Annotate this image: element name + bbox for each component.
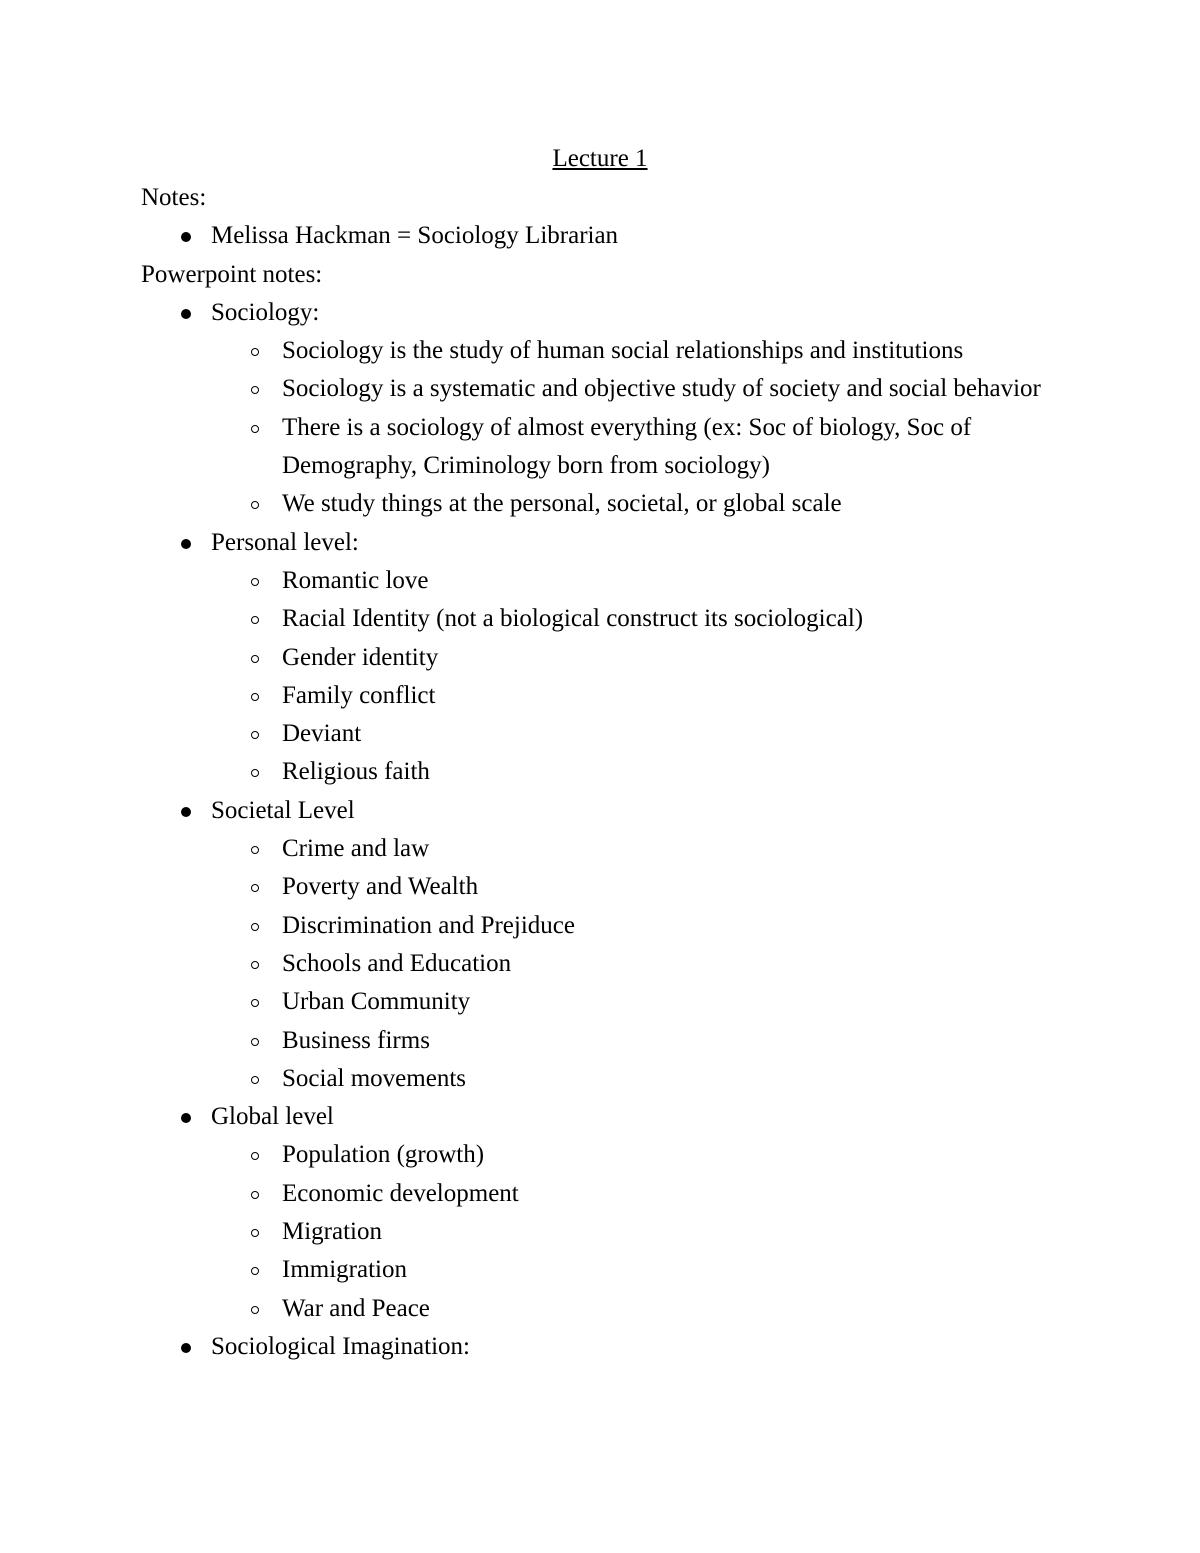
lecture-title: Lecture 1: [552, 145, 648, 172]
list-item: [141, 217, 1101, 255]
hollow-bullet-icon: [251, 884, 259, 892]
sub-list-item-text: Poverty and Wealth: [282, 873, 479, 901]
hollow-bullet-icon: [251, 1229, 259, 1237]
sub-list-item-text: Economic development: [282, 1179, 519, 1207]
notes-content: [141, 179, 1101, 1366]
hollow-bullet-icon: [251, 1152, 259, 1160]
sub-list-item: [211, 677, 1101, 715]
sub-list-item-text: Population (growth): [282, 1141, 485, 1169]
sub-list-item: [211, 370, 1101, 408]
sub-list-item-text: Sociology is a systematic and objective study of society and social behavior: [282, 375, 1041, 403]
hollow-bullet-icon: [251, 425, 259, 433]
sub-list-item: [211, 1022, 1101, 1060]
hollow-bullet-icon: [251, 1038, 259, 1046]
hollow-bullet-icon: [251, 769, 259, 777]
bullet-list: [141, 217, 1101, 255]
sub-list-item-text: Business firms: [282, 1026, 430, 1054]
sub-list-item-text: Urban Community: [282, 988, 471, 1016]
list-item-text: Sociology:: [211, 298, 320, 326]
sub-bullet-list: [211, 562, 1101, 792]
sub-bullet-list: [211, 1136, 1101, 1327]
section-heading: Powerpoint notes:: [141, 260, 323, 288]
sub-list-item-text: Sociology is the study of human social relationships and institutions: [282, 337, 964, 365]
hollow-bullet-icon: [251, 961, 259, 969]
hollow-bullet-icon: [251, 731, 259, 739]
filled-bullet-icon: [181, 309, 191, 319]
sub-list-item: [211, 1213, 1101, 1251]
sub-list-item: [211, 945, 1101, 983]
hollow-bullet-icon: [251, 348, 259, 356]
hollow-bullet-icon: [251, 1076, 259, 1084]
hollow-bullet-icon: [251, 1306, 259, 1314]
sub-list-item: [211, 983, 1101, 1021]
sub-list-item: [211, 1136, 1101, 1174]
sub-bullet-list: [211, 830, 1101, 1098]
sub-list-item-text: Discrimination and Prejiduce: [282, 911, 575, 939]
hollow-bullet-icon: [251, 1267, 259, 1275]
sub-list-item: [211, 830, 1101, 868]
hollow-bullet-icon: [251, 999, 259, 1007]
filled-bullet-icon: [181, 232, 191, 242]
filled-bullet-icon: [181, 1343, 191, 1353]
filled-bullet-icon: [181, 807, 191, 817]
sub-list-item: [211, 753, 1101, 791]
section-heading: Notes:: [141, 184, 207, 211]
sub-list-item-text: Social movements: [282, 1064, 466, 1092]
sub-list-item: [211, 1290, 1101, 1328]
sub-list-item: [211, 485, 1101, 523]
list-item-text: Sociological Imagination:: [211, 1332, 470, 1360]
sub-list-item-text: Schools and Education: [282, 949, 512, 977]
sub-list-item: [211, 639, 1101, 677]
sub-list-item: [211, 907, 1101, 945]
sub-list-item-text: Romantic love: [282, 566, 429, 594]
list-item-text: Personal level:: [211, 528, 359, 556]
hollow-bullet-icon: [251, 846, 259, 854]
sub-list-item: [211, 1175, 1101, 1213]
sub-list-item-text: Racial Identity (not a biological construct its sociological): [282, 605, 864, 633]
sub-list-item-text: Immigration: [282, 1256, 407, 1284]
hollow-bullet-icon: [251, 578, 259, 586]
list-item-text: Melissa Hackman = Sociology Librarian: [211, 222, 619, 250]
sub-list-item-text: Crime and law: [282, 835, 430, 863]
sub-list-item: [211, 715, 1101, 753]
sub-list-item-text: Religious faith: [282, 758, 430, 786]
sub-list-item: [211, 332, 1101, 370]
sub-list-item: [211, 1060, 1101, 1098]
hollow-bullet-icon: [251, 616, 259, 624]
hollow-bullet-icon: [251, 923, 259, 931]
sub-list-item: [211, 562, 1101, 600]
sub-list-item: [211, 409, 1101, 486]
list-item: [141, 1098, 1101, 1328]
sub-list-item-text: Gender identity: [282, 643, 439, 671]
hollow-bullet-icon: [251, 1191, 259, 1199]
list-item-text: Global level: [211, 1103, 334, 1131]
list-item: [141, 792, 1101, 1098]
hollow-bullet-icon: [251, 386, 259, 394]
bullet-list: [141, 294, 1101, 1366]
filled-bullet-icon: [181, 539, 191, 549]
sub-list-item-text: Deviant: [282, 720, 362, 748]
list-item: [141, 294, 1101, 524]
sub-list-item-text: Migration: [282, 1218, 382, 1246]
filled-bullet-icon: [181, 1113, 191, 1123]
sub-list-item-text: We study things at the personal, societal, or global scale: [282, 490, 842, 518]
sub-list-item: [211, 600, 1101, 638]
list-item-text: Societal Level: [211, 796, 355, 824]
hollow-bullet-icon: [251, 501, 259, 509]
hollow-bullet-icon: [251, 693, 259, 701]
sub-list-item: [211, 1251, 1101, 1289]
sub-list-item-text: Family conflict: [282, 681, 436, 709]
sub-list-item-text: There is a sociology of almost everything (ex: Soc of biology, Soc of Demography, Criminology born from sociology): [282, 413, 972, 480]
sub-bullet-list: [211, 332, 1101, 523]
hollow-bullet-icon: [251, 655, 259, 663]
list-item: [141, 524, 1101, 792]
list-item: [141, 1328, 1101, 1366]
sub-list-item: [211, 868, 1101, 906]
sub-list-item-text: War and Peace: [282, 1294, 430, 1322]
